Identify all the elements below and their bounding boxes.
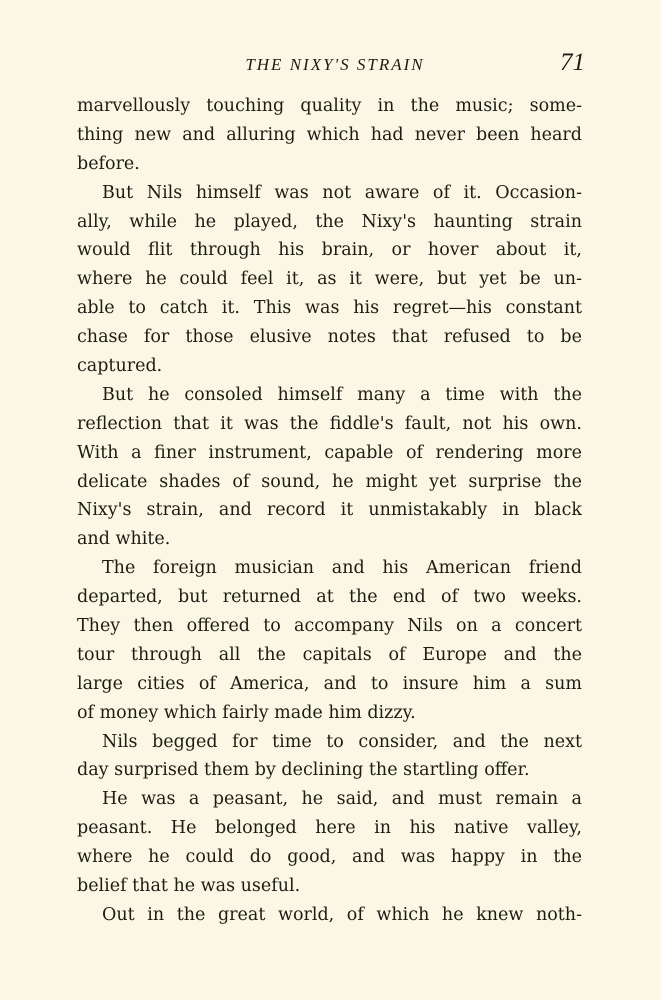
text-line: would flit through his brain, or hover about it, bbox=[77, 240, 582, 261]
text-line: reflection that it was the fiddle's fault, not his own. bbox=[77, 413, 582, 434]
text-line: With a finer instrument, capable of rendering more bbox=[77, 442, 582, 463]
text-line: tour through all the capitals of Europe and the bbox=[77, 644, 582, 665]
text-line: thing new and alluring which had never been heard bbox=[77, 124, 582, 145]
text-line: captured. bbox=[77, 356, 163, 377]
text-line: of money which fairly made him dizzy. bbox=[77, 702, 416, 723]
text-line: peasant. He belonged here in his native valley, bbox=[77, 818, 582, 839]
text-line: The foreign musician and his American friend bbox=[102, 558, 582, 579]
text-line: But Nils himself was not aware of it. Occasion- bbox=[102, 182, 582, 203]
text-line: Out in the great world, of which he knew noth- bbox=[102, 904, 582, 925]
text-line: able to catch it. This was his regret—his constant bbox=[77, 298, 582, 319]
text-line: departed, but returned at the end of two weeks. bbox=[77, 587, 582, 608]
text-line: They then offered to accompany Nils on a concert bbox=[77, 616, 582, 637]
text-line: delicate shades of sound, he might yet surprise the bbox=[77, 471, 582, 492]
text-line: ally, while he played, the Nixy's haunting strain bbox=[77, 211, 582, 232]
text-line: But he consoled himself many a time with the bbox=[102, 384, 582, 405]
text-line: where he could feel it, as it were, but yet be un- bbox=[77, 269, 582, 290]
text-line: He was a peasant, he said, and must remain a bbox=[102, 789, 582, 810]
text-line: large cities of America, and to insure him a sum bbox=[77, 673, 582, 694]
text-line: and white. bbox=[77, 529, 171, 550]
text-line: marvellously touching quality in the music; some- bbox=[77, 96, 582, 116]
text-line: belief that he was useful. bbox=[77, 876, 301, 897]
text-line: Nixy's strain, and record it unmistakably in black bbox=[77, 500, 582, 521]
body-text bbox=[77, 92, 582, 930]
text-line: day surprised them by declining the startling offer. bbox=[77, 760, 530, 781]
running-head bbox=[0, 49, 661, 80]
text-line: Nils begged for time to consider, and the next bbox=[102, 731, 582, 752]
text-line: chase for those elusive notes that refused to be bbox=[77, 327, 582, 348]
page-number: 71 bbox=[560, 49, 585, 76]
text-line: before. bbox=[77, 153, 140, 174]
text-line: where he could do good, and was happy in the bbox=[77, 847, 582, 868]
running-title: THE NIXY'S STRAIN bbox=[245, 55, 425, 74]
